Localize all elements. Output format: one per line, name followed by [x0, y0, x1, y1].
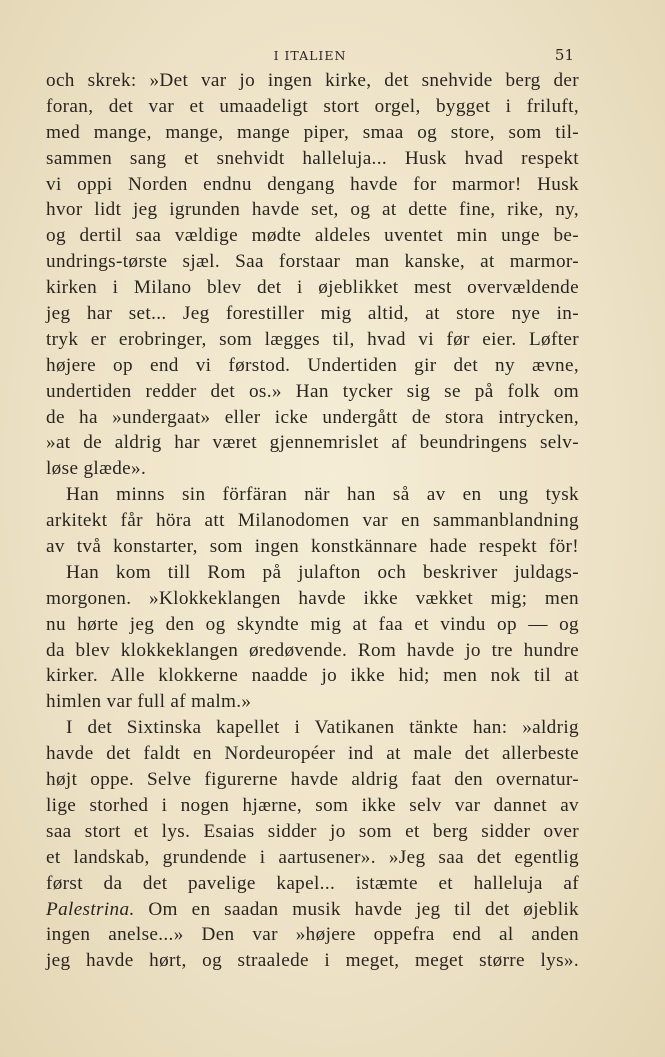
text-line: nu hørte jeg den og skyndte mig at faa et vindu op — og: [46, 613, 579, 635]
text-line: undertiden redder det os.» Han tycker sig se på folk om: [46, 380, 579, 402]
text-line: Han minns sin förfäran när han så av en ung tysk: [66, 484, 579, 506]
text-line: og dertil saa vældige mødte aldeles uventet min unge be-: [46, 225, 579, 247]
text-line: da blev klokkeklangen øredøvende. Rom havde jo tre hundre: [46, 639, 579, 661]
text-line: et landskab, grundende i aartusener». »Jeg saa det egentlig: [46, 846, 579, 868]
text-line: och skrek: »Det var jo ingen kirke, det snehvide berg der: [46, 70, 579, 91]
text-line: »at de aldrig har været gjennemrislet af beundringens selv-: [46, 432, 579, 454]
text-line: havde det faldt en Nordeuropéer ind at male det allerbeste: [46, 743, 579, 765]
text-line: ingen anelse...» Den var »højere oppefra end al anden: [46, 924, 579, 946]
text-line: kirken i Milano blev det i øjeblikket mest overvældende: [46, 277, 579, 299]
text-line: jeg havde hørt, og straalede i meget, meget større lys».: [46, 950, 579, 972]
text-line: av två konstarter, som ingen konstkännare hade respekt för!: [46, 536, 579, 558]
page-number: 51: [554, 46, 574, 64]
text-line: Han kom till Rom på julafton och beskriver juldags-: [66, 561, 579, 583]
text-line: [46, 897, 579, 923]
text-line: undrings-tørste sjæl. Saa forstaar man kanske, at marmor-: [46, 251, 579, 273]
text-line: morgonen. »Klokkeklangen havde ikke vækket mig; men: [46, 587, 579, 609]
text-line: højt oppe. Selve figurerne havde aldrig faat den overnatur-: [46, 769, 579, 791]
text-line: hvor lidt jeg igrunden havde set, og at dette fine, rike, ny,: [46, 199, 579, 221]
italic-text: Palestrina.: [46, 898, 135, 920]
text-line: tryk er erobringer, som lægges til, hvad vi før eier. Løfter: [46, 328, 579, 350]
text-line: lige storhed i nogen hjærne, som ikke selv var dannet av: [46, 794, 579, 816]
text-line: I det Sixtinska kapellet i Vatikanen tänkte han: »aldrig: [66, 717, 579, 739]
text-line: kirker. Alle klokkerne naadde jo ikke hid; men nok til at: [46, 665, 579, 687]
text-line: løse glæde».: [46, 458, 147, 480]
page-header: [46, 46, 574, 66]
text-line: saa stort et lys. Esaias sidder jo som et berg sidder over: [46, 820, 579, 842]
line-text: Om en saadan musik havde jeg til det øjeblik: [134, 898, 579, 920]
text-line: med mange, mange, mange piper, smaa og store, som til-: [46, 121, 579, 143]
text-line: sammen sang et snehvidt halleluja... Husk hvad respekt: [46, 147, 579, 169]
text-line: vi oppi Norden endnu dengang havde for marmor! Husk: [46, 173, 579, 195]
text-line: foran, det var et umaadeligt stort orgel, bygget i friluft,: [46, 95, 579, 117]
text-line: først da det pavelige kapel... istæmte et halleluja af: [46, 872, 579, 894]
body-text: [46, 68, 579, 974]
text-line: himlen var full af malm.»: [46, 691, 252, 713]
text-line: arkitekt får höra att Milanodomen var en sammanblandning: [46, 510, 579, 532]
running-head: I ITALIEN: [273, 48, 347, 63]
text-line: de ha »undergaat» eller icke undergått de stora intrycken,: [46, 406, 579, 428]
text-line: jeg har set... Jeg forestiller mig altid, at store nye in-: [46, 303, 579, 325]
text-line: højere op end vi førstod. Undertiden gir det ny ævne,: [46, 354, 579, 376]
